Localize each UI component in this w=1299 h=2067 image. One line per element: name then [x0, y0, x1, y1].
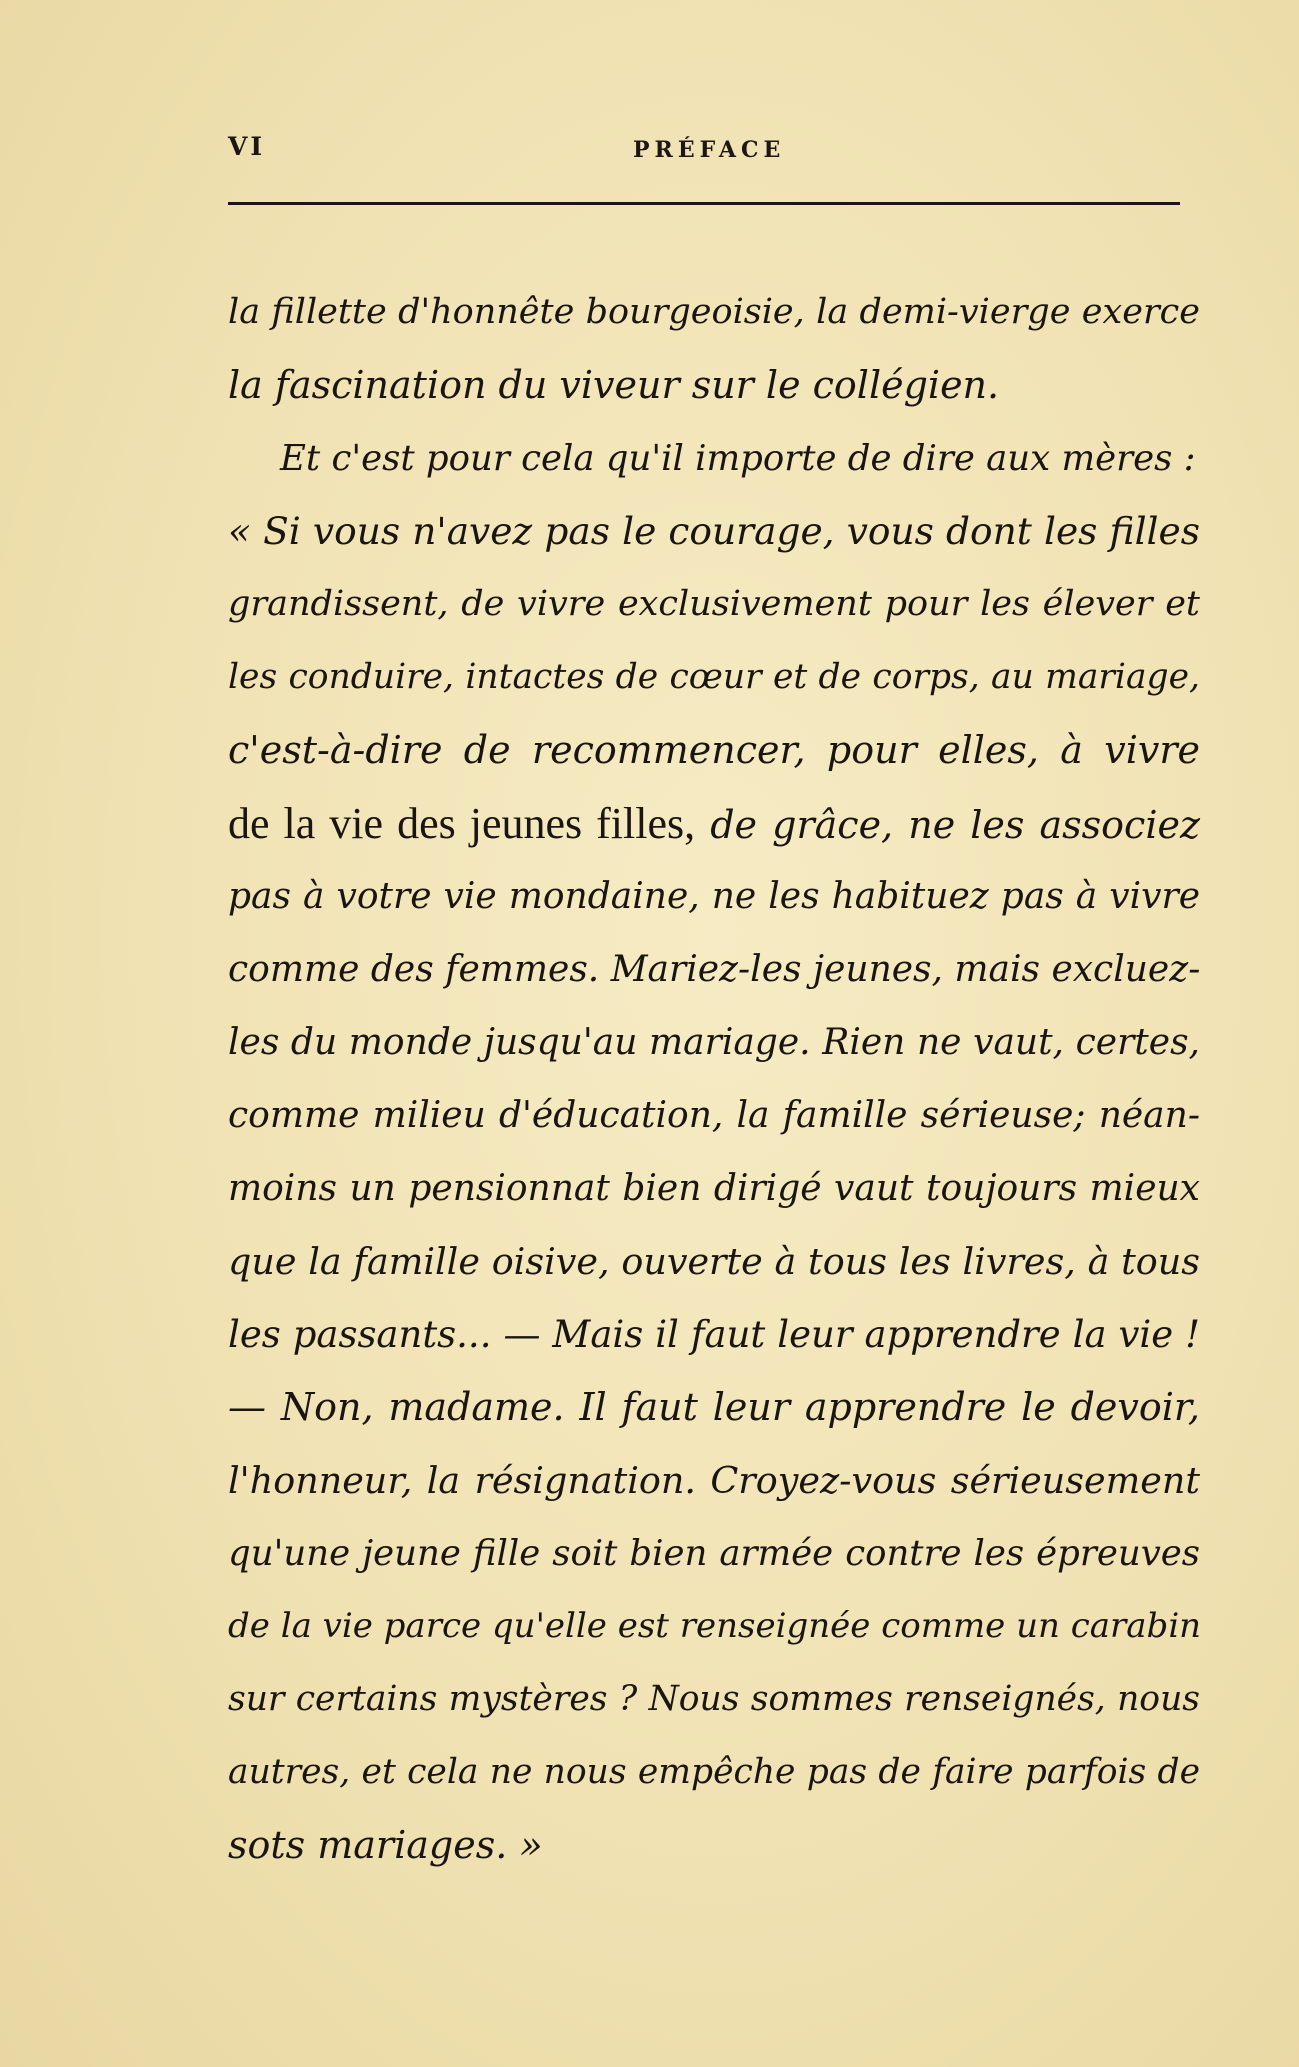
page-header — [228, 132, 1180, 172]
text-line: qu'une jeune fille soit bien armée contre les épreuves — [228, 1533, 1200, 1574]
paragraph-first-line: Et c'est pour cela qu'il importe de dire aux mères : — [280, 438, 1196, 479]
text-line: comme milieu d'éducation, la famille sérieuse; néan- — [228, 1095, 1200, 1136]
header-rule — [228, 202, 1180, 205]
text-line: de la vie parce qu'elle est renseignée comme un carabin — [228, 1606, 1202, 1646]
text-line: sots mariages. » — [228, 1823, 543, 1867]
mixed-text-line — [228, 787, 1200, 860]
italic-text: de grâce, ne les associez — [710, 803, 1200, 847]
text-line: les du monde jusqu'au mariage. Rien ne vaut, certes, — [228, 1022, 1200, 1063]
body-text — [228, 276, 1200, 1882]
text-line: pas à votre vie mondaine, ne les habituez pas à vivre — [228, 876, 1200, 917]
text-line: moins un pensionnat bien dirigé vaut toujours mieux — [228, 1168, 1200, 1209]
text-line: « Si vous n'avez pas le courage, vous dont les filles — [228, 509, 1200, 553]
page-number: VI — [228, 132, 266, 161]
text-line: l'honneur, la résignation. Croyez-vous sérieusement — [228, 1459, 1200, 1502]
text-line: comme des femmes. Mariez-les jeunes, mais excluez- — [228, 949, 1201, 990]
text-line: que la famille oisive, ouverte à tous les livres, à tous — [228, 1240, 1200, 1283]
text-line: les conduire, intactes de cœur et de corps, au mariage, — [228, 657, 1200, 697]
text-line: les passants... — Mais il faut leur apprendre la vie ! — [228, 1313, 1200, 1356]
text-line: la fascination du viveur sur le collégien. — [228, 363, 1000, 407]
text-line: c'est-à-dire de recommencer, pour elles, à vivre — [228, 728, 1200, 772]
text-line: sur certains mystères ? Nous sommes renseignés, nous — [228, 1679, 1200, 1719]
text-line: autres, et cela ne nous empêche pas de faire parfois de — [228, 1752, 1200, 1792]
roman-text: de la vie des jeunes filles, — [228, 799, 696, 848]
running-title: PRÉFACE — [633, 137, 786, 163]
text-line: — Non, madame. Il faut leur apprendre le devoir, — [228, 1385, 1200, 1429]
text-line: la fillette d'honnête bourgeoisie, la demi-vierge exerce — [228, 292, 1200, 332]
text-line: grandissent, de vivre exclusivement pour les élever et — [228, 584, 1200, 624]
